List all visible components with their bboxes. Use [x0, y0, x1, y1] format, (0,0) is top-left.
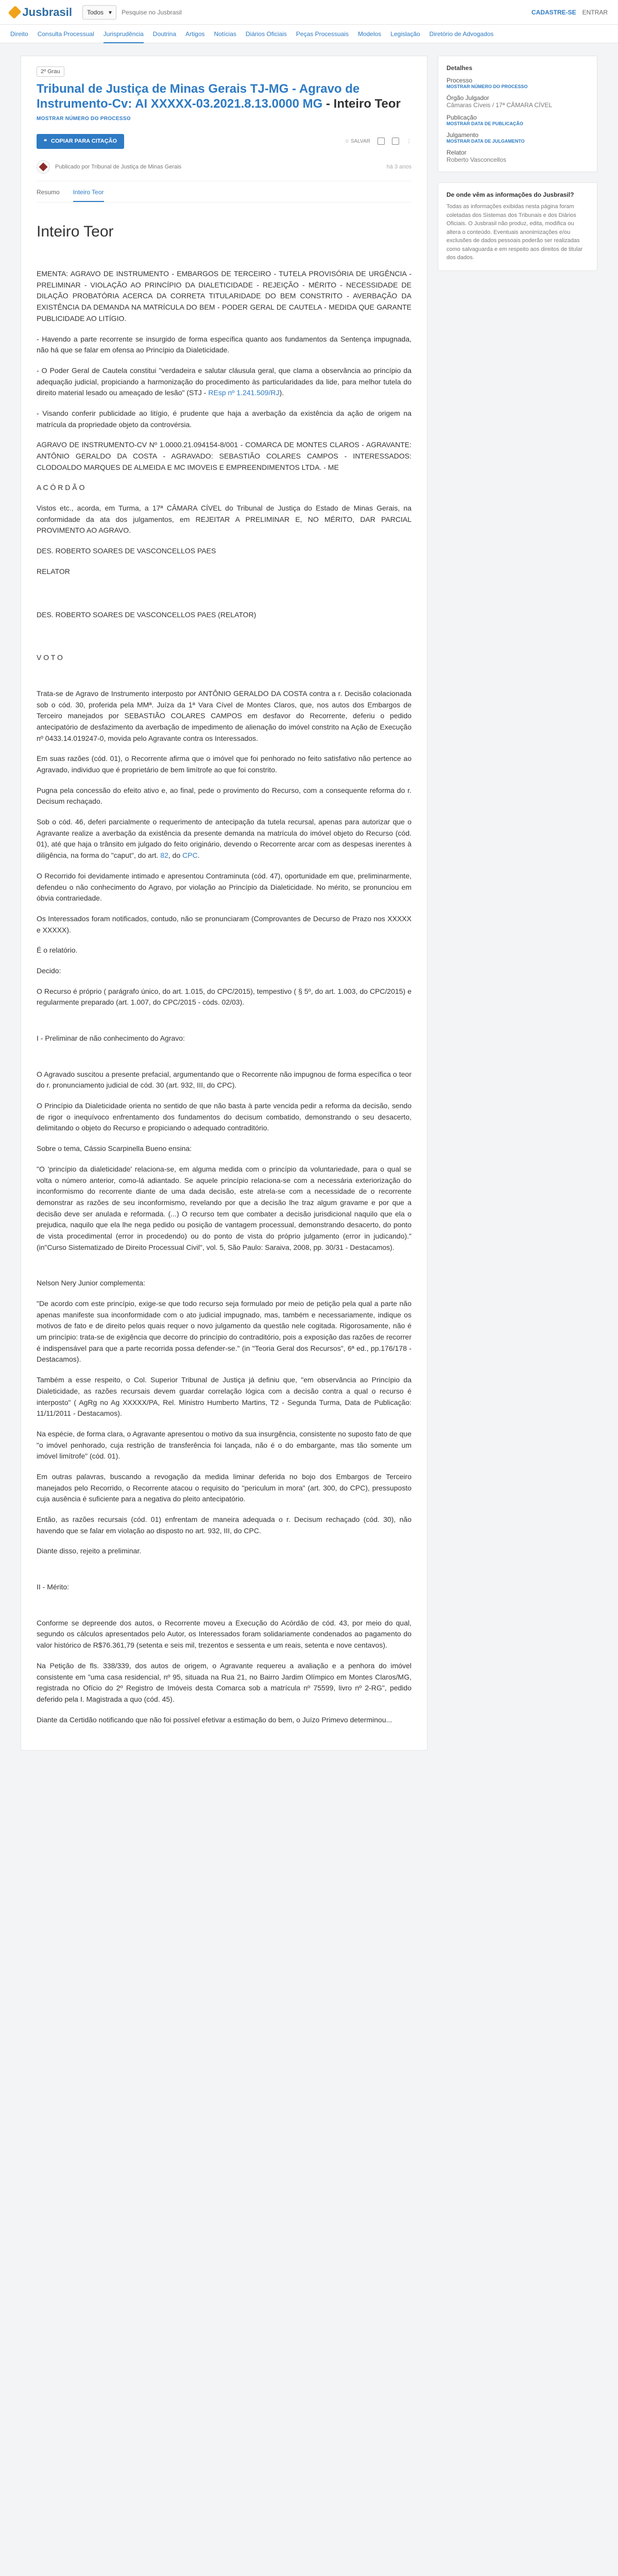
- document-actions: [37, 134, 411, 149]
- organ-label: Órgão Julgador: [447, 94, 489, 101]
- paragraph: Diante disso, rejeito a preliminar.: [37, 1547, 142, 1555]
- sidebar: [438, 56, 597, 281]
- paragraph: DES. ROBERTO SOARES DE VASCONCELLOS PAES (RELATOR): [37, 610, 256, 619]
- spacer: [37, 673, 411, 688]
- tab-inteiro-teor[interactable]: Inteiro Teor: [73, 189, 104, 202]
- nav-item-diretorio-advogados[interactable]: Diretório de Advogados: [429, 30, 494, 38]
- print-icon[interactable]: [392, 138, 399, 145]
- paragraph: RELATOR: [37, 567, 70, 575]
- spacer: [37, 1566, 411, 1582]
- nav-item-legislacao[interactable]: Legislação: [390, 30, 420, 38]
- account-actions: [531, 9, 608, 16]
- save-label: SALVAR: [351, 138, 370, 144]
- paragraph: Em suas razões (cód. 01), o Recorrente afirma que o imóvel que foi penhorado no feito satisfativo não pertence ao Agravado, individuo que é proprietário de bem limítrofe ao que foi constrito.: [37, 754, 411, 774]
- show-process-number-link[interactable]: MOSTRAR NÚMERO DO PROCESSO: [37, 115, 131, 122]
- paragraph: [37, 365, 411, 399]
- rapporteur-value: Roberto Vasconcellos: [447, 156, 506, 163]
- spacer: [37, 1602, 411, 1618]
- signup-link[interactable]: CADASTRE-SE: [531, 8, 576, 16]
- nav-item-jurisprudencia[interactable]: Jurisprudência: [104, 30, 144, 43]
- spacer: [37, 630, 411, 652]
- details-title: Detalhes: [447, 64, 473, 72]
- paragraph-text: ).: [279, 388, 284, 397]
- paragraph: - Visando conferir publicidade ao litígio, é prudente que haja a averbação da existência da ação de origem na matrícula da propriedade objeto da controvérsia.: [37, 409, 411, 429]
- paragraph: Na Petição de fls. 338/339, dos autos de origem, o Agravante requereu a avaliação e a penhora do imóvel consistente em "uma casa residencial, nº 95, situada na Rua 21, no Bairro Jardim Olímpico em Montes Claros/MG, registrada no Ofício do 2º Registro de Imóveis desta Comarca sob a matrícula nº 75599, livro nº 2-RG", pedido deferido pela I. Magistrada a quo (cód. 45).: [37, 1661, 411, 1703]
- instance-badge: 2º Grau: [37, 66, 64, 77]
- paragraph-text: - O Poder Geral de Cautela constitui "verdadeira e salutar cláusula geral, que clama a observância ao princípio da adequação judicial, propiciando a harmonização do procedimento às particularidades da lide, para melhor tutela do direito material lesado ou ameaçado de lesão" (STJ -: [37, 366, 411, 397]
- brand-name: Jusbrasil: [22, 5, 72, 19]
- publisher-text[interactable]: Publicado por Tribunal de Justiça de Minas Gerais: [55, 163, 182, 170]
- publisher-row: [37, 160, 411, 181]
- paragraph: Em outras palavras, buscando a revogação da medida liminar deferida no bojo dos Embargos de Terceiro manejados pelo Recorrido, o Recorrente atacou o requisito do "periculum in mora" (art. 300, do CPC), pressuposto cuja ausência é suficiente para a negativa do pleito antecipatório.: [37, 1472, 411, 1503]
- publication-label: Publicação: [447, 114, 477, 121]
- paragraph: O Agravado suscitou a presente prefacial, argumentando que o Recorrente não impugnou de forma específica o teor do r. pronunciamento judicial de cód. 30 (art. 932, III, do CPC).: [37, 1070, 411, 1090]
- nav-item-artigos[interactable]: Artigos: [185, 30, 205, 38]
- paragraph: Diante da Certidão notificando que não foi possível efetivar a estimação do bem, o Juízo Primevo determinou...: [37, 1715, 392, 1724]
- paragraph: Conforme se depreende dos autos, o Recorrente moveu a Execução do Acórdão de cód. 43, por meio do qual, segundo os cálculos apresentados pelo Autor, os Interessados foram solidariamente condenados ao pagamento do valor histórico de R$76.361,79 (setenta e seis mil, trezentos e sessenta e um reais, setenta e nove centavos).: [37, 1618, 411, 1650]
- nav-item-doutrina[interactable]: Doutrina: [152, 30, 177, 38]
- document-title-suffix: - Inteiro Teor: [322, 96, 401, 111]
- spacer: [37, 1262, 411, 1278]
- document-panel: [21, 56, 427, 1751]
- resp-link[interactable]: REsp nº 1.241.509/RJ: [208, 388, 280, 397]
- paragraph-text: .: [197, 851, 200, 860]
- art-82-link[interactable]: 82: [160, 851, 168, 860]
- document-tabs: [37, 189, 411, 202]
- cpc-link[interactable]: CPC: [182, 851, 198, 860]
- paragraph: O Princípio da Dialeticidade orienta no sentido de que não basta à parte vencida pedir a reforma da decisão, sendo de rigor o inequívoco enfrentamento dos fundamentos do decisum combatido, demonstrando o seu desacerto, delimitando o objeto do Recurso e propiciando o adequado contraditório.: [37, 1101, 411, 1132]
- paragraph: O Recorrido foi devidamente intimado e apresentou Contraminuta (cód. 47), oportunidade em que, preliminarmente, defendeu o não conhecimento do Agravo, por violação ao Princípio da Dialeticidade. No mérito, se pronunciou em óbvia contrariedade.: [37, 871, 411, 903]
- search-input[interactable]: [116, 5, 219, 20]
- paragraph: Na espécie, de forma clara, o Agravante apresentou o motivo da sua insurgência, consistente no suposto fato de que "o imóvel penhorado, cuja restrição de transferência foi lançada, não é o do embargante, mas tão somente um imóvel limítrofe" (cód. 01).: [37, 1429, 411, 1461]
- chevron-down-icon: ▾: [109, 8, 112, 16]
- nav-item-consulta-processual[interactable]: Consulta Processual: [37, 30, 94, 38]
- organ-value: Câmaras Cíveis / 17ª CÂMARA CÍVEL: [447, 101, 553, 109]
- search-bar: [82, 5, 219, 20]
- details-list: [447, 77, 589, 163]
- paragraph-text: , do: [168, 851, 183, 860]
- paragraph: Nelson Nery Junior complementa:: [37, 1279, 145, 1287]
- nav-item-diarios-oficiais[interactable]: Diários Oficiais: [245, 30, 287, 38]
- info-source-card: [438, 182, 597, 271]
- download-icon[interactable]: [377, 138, 385, 145]
- paragraph: Decido:: [37, 966, 61, 975]
- paragraph: O Recurso é próprio ( parágrafo único, do art. 1.015, do CPC/2015), tempestivo ( § 5º, do art. 1.003, do CPC/2015) e regularmente preparado (art. 1.007, do CPC/2015 - códs. 02/03).: [37, 987, 411, 1007]
- show-publication-date-link[interactable]: MOSTRAR DATA DE PUBLICAÇÃO: [447, 121, 523, 126]
- full-text-heading: Inteiro Teor: [37, 223, 114, 240]
- nav-item-pecas-processuais[interactable]: Peças Processuais: [296, 30, 349, 38]
- paragraph: Os Interessados foram notificados, contudo, não se pronunciaram (Comprovantes de Decurso de Prazo nos XXXXX e XXXXX).: [37, 914, 411, 934]
- paragraph: Trata-se de Agravo de Instrumento interposto por ANTÔNIO GERALDO DA COSTA contra a r. Decisão colacionada sob o cód. 30, proferida pela MMª. Juíza da 1ª Vara Cível de Montes Claros, que, nos autos dos Embargos de Terceiro manejados por SEBASTIÃO COLARES CAMPOS em desfavor do Recorrente, deferiu o pedido antecipatório de desfazimento da averbação de impedimento de alienação do imóvel constrito na Ação de Execução nº 0433.14.019247-0, movida pelo Agravante contra os Interessados.: [37, 689, 411, 742]
- publisher-avatar[interactable]: [37, 160, 50, 174]
- details-card: [438, 56, 597, 172]
- tab-resumo[interactable]: Resumo: [37, 188, 60, 196]
- page-layout: [0, 43, 618, 1751]
- show-process-link[interactable]: MOSTRAR NÚMERO DO PROCESSO: [447, 84, 528, 89]
- paragraph: V O T O: [37, 653, 63, 662]
- paragraph: É o relatório.: [37, 946, 78, 955]
- paragraph: "O 'princípio da dialeticidade' relaciona-se, em alguma medida com o princípio da voluntariedade, para o qual se volta o número anterior, como-lá adiantado. Se aquele princípio relaciona-se com a necessária exteriorização do inconformismo do recorrente diante de uma dada decisão, este atrela-se com a necessidade de o recorrente demonstrar as razões de seu inconformismo, revelando por que a decisão lhe traz algum gravame e por que a decisão deve ser anulada e reformada. (...) O recurso tem que combater a decisão jurisdicional naquilo que ela o prejudica, naquilo que ela lhe nega pedido ou posição de vantagem processual, demonstrando desacerto, do ponto de vista procedimental (error in procedendo) ou do ponto de vista do próprio julgamento (error in judicando)." (in"Curso Sistematizado de Direito Processual Civil", vol. 5, São Paulo: Saraiva, 2008, pp. 30/31 - Destacamos).: [37, 1164, 411, 1251]
- quote-icon: ❝: [44, 138, 47, 145]
- paragraph-text: Sob o cód. 46, deferi parcialmente o requerimento de antecipação da tutela recursal, apenas para autorizar que o Agravante realize a averbação da existência da presente demanda na matrícula do imóvel objeto do Recurso (cód. 01), até que haja o trânsito em julgado do feito originário, devendo o Recorrente arcar com as despesas inerentes à diligência, na forma do "caput", do art.: [37, 818, 411, 860]
- copy-citation-label: COPIAR PARA CITAÇÃO: [50, 138, 117, 145]
- paragraph: AGRAVO DE INSTRUMENTO-CV Nº 1.0000.21.094154-8/001 - COMARCA DE MONTES CLAROS - AGRAVANTE: ANTÔNIO GERALDO DA COSTA - AGRAVADO: SEBASTIÃO COLARES CAMPOS - INTERESSADOS: CLODOALDO MARQUES DE ALMEIDA E MC IMOVEIS E EMPREENDIMENTOS LTDA. - ME: [37, 440, 411, 471]
- main-nav: [0, 25, 618, 43]
- paragraph: Também a esse respeito, o Col. Superior Tribunal de Justiça já definiu que, "em observância ao Princípio da Dialeticidade, as razões recursais devem guardar correlação lógica com a decisão contra a qual o recurso é interposto" ( AgRg no Ag XXXXX/PA, Rel. Ministro Humberto Martins, T2 - Segunda Turma, Data de Publicação: 11/11/2011 - Destacamos).: [37, 1376, 411, 1418]
- paragraph: Pugna pela concessão do efeito ativo e, ao final, pede o provimento do Recurso, com a consequente reforma do r. Decisum rechaçado.: [37, 786, 411, 806]
- bookmark-icon: ☆: [345, 138, 350, 144]
- brand-logo[interactable]: [10, 6, 72, 19]
- more-options-icon[interactable]: ⋮: [406, 138, 411, 144]
- paragraph: EMENTA: AGRAVO DE INSTRUMENTO - EMBARGOS DE TERCEIRO - TUTELA PROVISÓRIA DE URGÊNCIA - PRELIMINAR - VIOLAÇÃO AO PRINCÍPIO DA DIALETICIDADE - REJEIÇÃO - MÉRITO - NECESSIDADE DE DILAÇÃO PROBATÓRIA ACERCA DA CORRETA TITULARIDADE DO BEM CONSTRITO - AVERBAÇÃO DA EXISTÊNCIA DA DEMANDA NA MATRÍCULA DO BEM - PODER GERAL DE CAUTELA - MEDIDA QUE GARANTE PUBLICIDADE AO LITÍGIO.: [37, 269, 411, 323]
- info-source-title: De onde vêm as informações do Jusbrasil?: [447, 191, 574, 198]
- nav-item-direito[interactable]: Direito: [10, 30, 28, 38]
- judgment-label: Julgamento: [447, 131, 479, 139]
- paragraph: A C Ó R D Ã O: [37, 483, 85, 492]
- document-body: [21, 202, 427, 1751]
- nav-item-noticias[interactable]: Notícias: [214, 30, 236, 38]
- paragraph: Vistos etc., acorda, em Turma, a 17ª CÂMARA CÍVEL do Tribunal de Justiça do Estado de Minas Gerais, na conformidade da ata dos julgamentos, em REJEITAR A PRELIMINAR E, NO MÉRITO, DAR PARCIAL PROVIMENTO AO AGRAVO.: [37, 504, 411, 535]
- spacer: [37, 1054, 411, 1069]
- search-scope-label: Todos: [87, 8, 104, 16]
- paragraph: "De acordo com este princípio, exige-se que todo recurso seja formulado por meio de petição pela qual a parte não apenas manifeste sua inconformidade com o ato judicial impugnado, mas, também e necessariamente, indique os motivos de fato e de direito pelos quais requer o novo julgamento da questão nele cogitada. Rigorosamente, não é um princípio: trata-se de exigência que decorre do princípio do contraditório, pois a exposição das razões de recorrer é indispensável para que a parte recorrida possa defender-se." (in "Teoria Geral dos Recursos", 6ª ed., pp.176/178 - Destacamos).: [37, 1299, 411, 1364]
- rapporteur-label: Relator: [447, 149, 467, 156]
- court-logo-icon: [39, 162, 48, 171]
- search-scope-select[interactable]: [82, 5, 116, 20]
- document-tools: [345, 138, 411, 145]
- paragraph: Sobre o tema, Cássio Scarpinella Bueno ensina:: [37, 1144, 192, 1153]
- spacer: [37, 1018, 411, 1033]
- copy-citation-button[interactable]: [37, 134, 124, 149]
- info-source-text: Todas as informações exibidas nesta página foram coletadas dos Sistemas dos Tribunais e dos Diários Oficiais. O Jusbrasil não produz, edita, modifica ou altera o conteúdo. Eventuais anonimizações e/ou exclusões de dados pessoais poderão ser realizadas como salvaguarda e em respeito aos direitos de titular dos dados.: [447, 204, 583, 261]
- document-header: [21, 56, 427, 202]
- published-ago: há 3 anos: [386, 163, 411, 170]
- paragraph: II - Mérito:: [37, 1583, 70, 1591]
- brand-mark-icon: [8, 5, 21, 19]
- document-title-link[interactable]: Tribunal de Justiça de Minas Gerais TJ-MG - Agravo de Instrumento-Cv: AI XXXXX-03.2021.8.13.0000 MG: [37, 82, 360, 111]
- top-bar: [0, 0, 618, 25]
- paragraph: I - Preliminar de não conhecimento do Agravo:: [37, 1034, 185, 1043]
- paragraph: [37, 817, 411, 861]
- show-judgment-date-link[interactable]: MOSTRAR DATA DE JULGAMENTO: [447, 139, 525, 144]
- spacer: [37, 587, 411, 609]
- paragraph: - Havendo a parte recorrente se insurgido de forma específica quanto aos fundamentos da Sentença impugnada, não há que se falar em ofensa ao Princípio da Dialeticidade.: [37, 334, 411, 354]
- process-label: Processo: [447, 77, 473, 84]
- document-title: [37, 82, 411, 112]
- paragraph: DES. ROBERTO SOARES DE VASCONCELLOS PAES: [37, 547, 216, 555]
- nav-item-modelos[interactable]: Modelos: [357, 30, 382, 38]
- paragraph: Então, as razões recursais (cód. 01) enfrentam de maneira adequada o r. Decisum rechaçado (cód. 30), não havendo que se falar em violação ao disposto no art. 932, III, do CPC.: [37, 1515, 411, 1535]
- save-button[interactable]: [345, 139, 370, 144]
- login-link[interactable]: ENTRAR: [582, 8, 608, 16]
